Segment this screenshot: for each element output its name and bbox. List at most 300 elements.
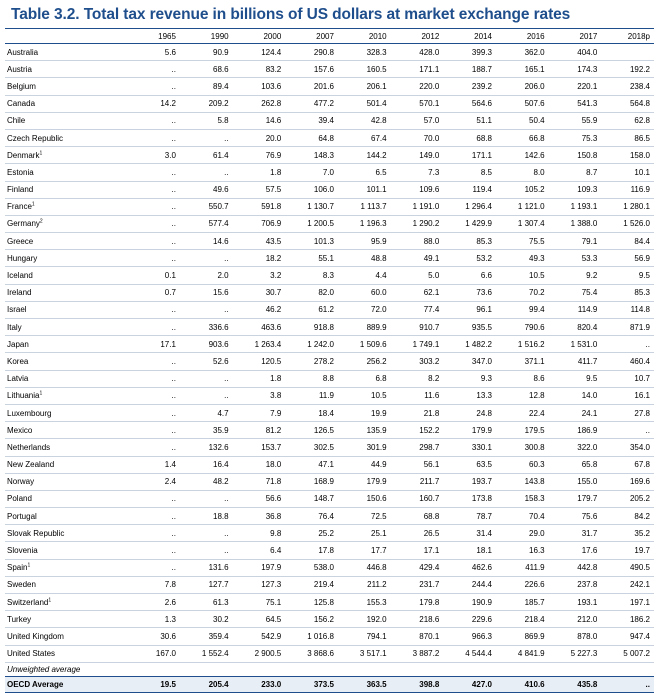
value-cell: 143.8 xyxy=(496,473,549,490)
value-cell: .. xyxy=(127,404,180,421)
table-title: Table 3.2. Total tax revenue in billions of US dollars at market exchange rates xyxy=(11,6,571,23)
value-cell: 219.4 xyxy=(285,576,338,593)
value-cell: 190.9 xyxy=(443,594,496,611)
value-cell: 57.0 xyxy=(391,112,444,129)
country-label: Belgium xyxy=(7,81,36,91)
value-cell: 131.6 xyxy=(180,559,233,576)
value-cell: 66.8 xyxy=(496,129,549,146)
value-cell: 192.0 xyxy=(338,611,391,628)
footnote-marker: 1 xyxy=(39,390,43,397)
value-cell: 9.8 xyxy=(233,525,286,542)
value-cell: 17.1 xyxy=(127,336,180,353)
value-cell: 6.5 xyxy=(338,164,391,181)
country-name xyxy=(5,456,127,473)
table-row xyxy=(5,576,654,593)
value-cell: .. xyxy=(127,301,180,318)
value-cell: 56.1 xyxy=(391,456,444,473)
value-cell: 197.1 xyxy=(601,594,654,611)
value-cell: 150.6 xyxy=(338,490,391,507)
value-cell: 5.0 xyxy=(391,267,444,284)
value-cell: 17.6 xyxy=(549,542,602,559)
value-cell: 1 113.7 xyxy=(338,198,391,215)
value-cell: 8.5 xyxy=(443,164,496,181)
value-cell: .. xyxy=(180,490,233,507)
table-row xyxy=(5,559,654,576)
value-cell: 239.2 xyxy=(443,78,496,95)
value-cell: 55.9 xyxy=(549,112,602,129)
value-cell: 179.9 xyxy=(338,473,391,490)
value-cell: 218.4 xyxy=(496,611,549,628)
value-cell: 903.6 xyxy=(180,336,233,353)
value-cell: 116.9 xyxy=(601,181,654,198)
value-cell: 206.0 xyxy=(496,78,549,95)
value-cell: 114.8 xyxy=(601,301,654,318)
value-cell: 44.9 xyxy=(338,456,391,473)
value-cell: 62.1 xyxy=(391,284,444,301)
value-cell: 31.4 xyxy=(443,525,496,542)
value-cell: 359.4 xyxy=(180,628,233,645)
value-cell: 354.0 xyxy=(601,439,654,456)
column-header-country xyxy=(5,29,127,44)
value-cell: 56.9 xyxy=(601,250,654,267)
value-cell: 20.0 xyxy=(233,129,286,146)
value-cell: 52.6 xyxy=(180,353,233,370)
value-cell: 935.5 xyxy=(443,319,496,336)
value-cell: 109.6 xyxy=(391,181,444,198)
value-cell: 42.8 xyxy=(338,112,391,129)
value-cell: 83.2 xyxy=(233,61,286,78)
value-cell: 1 200.5 xyxy=(285,215,338,232)
value-cell: 186.2 xyxy=(601,611,654,628)
value-cell: 70.2 xyxy=(496,284,549,301)
value-cell: .. xyxy=(180,525,233,542)
value-cell: 48.2 xyxy=(180,473,233,490)
value-cell: 9.2 xyxy=(549,267,602,284)
value-cell: 65.8 xyxy=(549,456,602,473)
value-cell: 6.4 xyxy=(233,542,286,559)
value-cell: 193.1 xyxy=(549,594,602,611)
table-row xyxy=(5,404,654,421)
country-name xyxy=(5,319,127,336)
value-cell: 1 388.0 xyxy=(549,215,602,232)
value-cell: 26.5 xyxy=(391,525,444,542)
value-cell: .. xyxy=(127,78,180,95)
value-cell: 30.2 xyxy=(180,611,233,628)
value-cell: 2 900.5 xyxy=(233,645,286,662)
value-cell: 120.5 xyxy=(233,353,286,370)
value-cell: 75.6 xyxy=(549,508,602,525)
value-cell: 27.8 xyxy=(601,404,654,421)
value-cell: 256.2 xyxy=(338,353,391,370)
value-cell: 5.6 xyxy=(127,44,180,61)
value-cell: 3 887.2 xyxy=(391,645,444,662)
value-cell: 564.8 xyxy=(601,95,654,112)
value-cell: 550.7 xyxy=(180,198,233,215)
table-row xyxy=(5,181,654,198)
country-label: Norway xyxy=(7,477,35,487)
value-cell: 5 007.2 xyxy=(601,645,654,662)
table-row xyxy=(5,628,654,645)
value-cell: 71.8 xyxy=(233,473,286,490)
country-label: Latvia xyxy=(7,374,29,384)
value-cell: 918.8 xyxy=(285,319,338,336)
country-name xyxy=(5,301,127,318)
value-cell: 82.0 xyxy=(285,284,338,301)
value-cell: 16.3 xyxy=(496,542,549,559)
value-cell: 179.5 xyxy=(496,422,549,439)
table-row xyxy=(5,525,654,542)
value-cell: 9.5 xyxy=(601,267,654,284)
value-cell: 101.3 xyxy=(285,233,338,250)
value-cell: 25.2 xyxy=(285,525,338,542)
value-cell: 4 544.4 xyxy=(443,645,496,662)
value-cell: 1 280.1 xyxy=(601,198,654,215)
value-cell: 18.2 xyxy=(233,250,286,267)
value-cell: 1.3 xyxy=(127,611,180,628)
value-cell: 18.0 xyxy=(233,456,286,473)
value-cell: 3.2 xyxy=(233,267,286,284)
value-cell: 160.7 xyxy=(391,490,444,507)
value-cell: 205.2 xyxy=(601,490,654,507)
value-cell: 132.6 xyxy=(180,439,233,456)
value-cell: 29.0 xyxy=(496,525,549,542)
country-name xyxy=(5,542,127,559)
value-cell: .. xyxy=(127,129,180,146)
value-cell: 229.6 xyxy=(443,611,496,628)
value-cell: 96.1 xyxy=(443,301,496,318)
value-cell: 1 130.7 xyxy=(285,198,338,215)
value-cell: 442.8 xyxy=(549,559,602,576)
country-name xyxy=(5,78,127,95)
value-cell: 16.1 xyxy=(601,387,654,404)
value-cell: 48.8 xyxy=(338,250,391,267)
value-cell: 75.5 xyxy=(496,233,549,250)
value-cell: 300.8 xyxy=(496,439,549,456)
value-cell: 57.5 xyxy=(233,181,286,198)
country-label: Turkey xyxy=(7,614,32,624)
column-header-2000: 2000 xyxy=(233,29,286,44)
value-cell: 50.4 xyxy=(496,112,549,129)
value-cell: 8.3 xyxy=(285,267,338,284)
value-cell: 1 016.8 xyxy=(285,628,338,645)
value-cell: 1.8 xyxy=(233,164,286,181)
value-cell: 10.5 xyxy=(496,267,549,284)
value-cell: 101.1 xyxy=(338,181,391,198)
value-cell: 1 290.2 xyxy=(391,215,444,232)
value-cell: 76.4 xyxy=(285,508,338,525)
table-row xyxy=(5,336,654,353)
value-cell: 8.8 xyxy=(285,370,338,387)
value-cell: 570.1 xyxy=(391,95,444,112)
table-row xyxy=(5,594,654,611)
column-header-1965: 1965 xyxy=(127,29,180,44)
value-cell: 68.8 xyxy=(443,129,496,146)
value-cell: 1 526.0 xyxy=(601,215,654,232)
value-cell: 201.6 xyxy=(285,78,338,95)
value-cell: 9.3 xyxy=(443,370,496,387)
country-name xyxy=(5,490,127,507)
value-cell: 301.9 xyxy=(338,439,391,456)
value-cell: 3.0 xyxy=(127,147,180,164)
value-cell: 1 242.0 xyxy=(285,336,338,353)
value-cell: 910.7 xyxy=(391,319,444,336)
value-cell: 5 227.3 xyxy=(549,645,602,662)
value-cell: 3 868.6 xyxy=(285,645,338,662)
value-cell: 869.9 xyxy=(496,628,549,645)
value-cell: 404.0 xyxy=(549,44,602,61)
value-cell: .. xyxy=(180,250,233,267)
oecd-average-cell: 205.4 xyxy=(180,676,233,692)
value-cell: .. xyxy=(180,301,233,318)
value-cell: 51.1 xyxy=(443,112,496,129)
value-cell: 18.1 xyxy=(443,542,496,559)
value-cell: 1.8 xyxy=(233,370,286,387)
value-cell: 463.6 xyxy=(233,319,286,336)
value-cell: 67.4 xyxy=(338,129,391,146)
value-cell: 17.8 xyxy=(285,542,338,559)
value-cell: 218.6 xyxy=(391,611,444,628)
value-cell: .. xyxy=(127,559,180,576)
value-cell: 322.0 xyxy=(549,439,602,456)
value-cell: 173.8 xyxy=(443,490,496,507)
value-cell: 290.8 xyxy=(285,44,338,61)
value-cell: 14.0 xyxy=(549,387,602,404)
value-cell: 238.4 xyxy=(601,78,654,95)
value-cell: 39.4 xyxy=(285,112,338,129)
table-row xyxy=(5,112,654,129)
value-cell: 142.6 xyxy=(496,147,549,164)
value-cell: 109.3 xyxy=(549,181,602,198)
value-cell: .. xyxy=(127,525,180,542)
value-cell: 22.4 xyxy=(496,404,549,421)
value-cell: 53.3 xyxy=(549,250,602,267)
table-row xyxy=(5,611,654,628)
table-row xyxy=(5,78,654,95)
column-header-2010: 2010 xyxy=(338,29,391,44)
table-row xyxy=(5,456,654,473)
value-cell: 60.0 xyxy=(338,284,391,301)
value-cell: 186.9 xyxy=(549,422,602,439)
country-name xyxy=(5,336,127,353)
footnote-marker: 2 xyxy=(39,218,43,225)
country-label: Finland xyxy=(7,185,34,195)
footnote-marker: 1 xyxy=(27,562,31,569)
value-cell: .. xyxy=(127,490,180,507)
value-cell: 4.7 xyxy=(180,404,233,421)
value-cell: 149.0 xyxy=(391,147,444,164)
country-name xyxy=(5,473,127,490)
country-label: Netherlands xyxy=(7,442,51,452)
value-cell: 429.4 xyxy=(391,559,444,576)
value-cell: 105.2 xyxy=(496,181,549,198)
value-cell: 14.2 xyxy=(127,95,180,112)
value-cell: .. xyxy=(127,250,180,267)
oecd-average-cell: 427.0 xyxy=(443,676,496,692)
value-cell: 8.7 xyxy=(549,164,602,181)
value-cell: 31.7 xyxy=(549,525,602,542)
value-cell: 30.7 xyxy=(233,284,286,301)
value-cell: 88.0 xyxy=(391,233,444,250)
value-cell: 371.1 xyxy=(496,353,549,370)
value-cell: 158.0 xyxy=(601,147,654,164)
country-name xyxy=(5,147,127,164)
country-label: Slovenia xyxy=(7,546,38,556)
country-name xyxy=(5,95,127,112)
table-row xyxy=(5,473,654,490)
column-header-2014: 2014 xyxy=(443,29,496,44)
value-cell: 197.9 xyxy=(233,559,286,576)
value-cell: 193.7 xyxy=(443,473,496,490)
value-cell: 89.4 xyxy=(180,78,233,95)
country-label: Japan xyxy=(7,339,29,349)
value-cell: 399.3 xyxy=(443,44,496,61)
oecd-average-cell: 435.8 xyxy=(549,676,602,692)
value-cell: 75.3 xyxy=(549,129,602,146)
value-cell: 126.5 xyxy=(285,422,338,439)
oecd-average-cell: 410.6 xyxy=(496,676,549,692)
country-name xyxy=(5,628,127,645)
table-row xyxy=(5,301,654,318)
value-cell: 0.1 xyxy=(127,267,180,284)
value-cell: 179.9 xyxy=(443,422,496,439)
value-cell: 155.3 xyxy=(338,594,391,611)
country-name xyxy=(5,576,127,593)
value-cell: 49.1 xyxy=(391,250,444,267)
value-cell: 103.6 xyxy=(233,78,286,95)
value-cell: .. xyxy=(127,387,180,404)
value-cell: 144.2 xyxy=(338,147,391,164)
value-cell xyxy=(601,44,654,61)
value-cell: 541.3 xyxy=(549,95,602,112)
country-label: Sweden xyxy=(7,580,36,590)
value-cell: 8.2 xyxy=(391,370,444,387)
value-cell: 95.9 xyxy=(338,233,391,250)
value-cell: 209.2 xyxy=(180,95,233,112)
value-cell: 127.3 xyxy=(233,576,286,593)
value-cell: 4 841.9 xyxy=(496,645,549,662)
value-cell: 148.3 xyxy=(285,147,338,164)
value-cell: .. xyxy=(180,129,233,146)
value-cell: 2.4 xyxy=(127,473,180,490)
table-row xyxy=(5,353,654,370)
value-cell: 347.0 xyxy=(443,353,496,370)
value-cell: 10.1 xyxy=(601,164,654,181)
value-cell: 5.8 xyxy=(180,112,233,129)
value-cell: 542.9 xyxy=(233,628,286,645)
value-cell: .. xyxy=(127,542,180,559)
value-cell: 10.5 xyxy=(338,387,391,404)
column-header-2016: 2016 xyxy=(496,29,549,44)
country-label: Italy xyxy=(7,322,22,332)
value-cell: 871.9 xyxy=(601,319,654,336)
country-label: France xyxy=(7,202,32,212)
value-cell: 25.1 xyxy=(338,525,391,542)
country-name xyxy=(5,353,127,370)
country-name xyxy=(5,164,127,181)
value-cell: 135.9 xyxy=(338,422,391,439)
country-label: Switzerland xyxy=(7,597,49,607)
table-row xyxy=(5,44,654,61)
unweighted-average-label: Unweighted average xyxy=(7,664,81,674)
value-cell: .. xyxy=(180,387,233,404)
value-cell: 72.5 xyxy=(338,508,391,525)
value-cell: 35.9 xyxy=(180,422,233,439)
value-cell: .. xyxy=(127,112,180,129)
value-cell: 411.7 xyxy=(549,353,602,370)
value-cell: 76.9 xyxy=(233,147,286,164)
value-cell: .. xyxy=(127,164,180,181)
value-cell: 1 552.4 xyxy=(180,645,233,662)
country-label: Korea xyxy=(7,356,29,366)
value-cell: 179.7 xyxy=(549,490,602,507)
value-cell: 9.5 xyxy=(549,370,602,387)
value-cell: 538.0 xyxy=(285,559,338,576)
value-cell: 14.6 xyxy=(180,233,233,250)
country-label: Ireland xyxy=(7,288,32,298)
value-cell: 84.4 xyxy=(601,233,654,250)
value-cell: 947.4 xyxy=(601,628,654,645)
value-cell: 68.6 xyxy=(180,61,233,78)
country-name xyxy=(5,594,127,611)
value-cell: 152.2 xyxy=(391,422,444,439)
value-cell: 237.8 xyxy=(549,576,602,593)
table-row xyxy=(5,61,654,78)
value-cell: 4.4 xyxy=(338,267,391,284)
oecd-average-cell: 233.0 xyxy=(233,676,286,692)
country-name xyxy=(5,284,127,301)
country-name xyxy=(5,112,127,129)
value-cell: 11.6 xyxy=(391,387,444,404)
value-cell: 1 482.2 xyxy=(443,336,496,353)
oecd-average-cell: .. xyxy=(601,676,654,692)
country-name xyxy=(5,422,127,439)
value-cell: 15.6 xyxy=(180,284,233,301)
country-name xyxy=(5,439,127,456)
country-label: New Zealand xyxy=(7,460,55,470)
value-cell: 446.8 xyxy=(338,559,391,576)
value-cell: 49.6 xyxy=(180,181,233,198)
value-cell: 160.5 xyxy=(338,61,391,78)
country-label: United States xyxy=(7,649,56,659)
value-cell: 1.4 xyxy=(127,456,180,473)
country-label: Iceland xyxy=(7,271,33,281)
value-cell: 226.6 xyxy=(496,576,549,593)
value-cell: 1 121.0 xyxy=(496,198,549,215)
value-cell: 157.6 xyxy=(285,61,338,78)
value-cell: 150.8 xyxy=(549,147,602,164)
table-header-row xyxy=(5,29,654,44)
value-cell: 211.7 xyxy=(391,473,444,490)
table-row xyxy=(5,422,654,439)
country-label: Estonia xyxy=(7,167,34,177)
value-cell: 3.8 xyxy=(233,387,286,404)
value-cell: 206.1 xyxy=(338,78,391,95)
value-cell: 86.5 xyxy=(601,129,654,146)
value-cell: 460.4 xyxy=(601,353,654,370)
value-cell: 24.1 xyxy=(549,404,602,421)
value-cell: 67.8 xyxy=(601,456,654,473)
value-cell: 362.0 xyxy=(496,44,549,61)
value-cell: 220.1 xyxy=(549,78,602,95)
value-cell: 53.2 xyxy=(443,250,496,267)
value-cell: 127.7 xyxy=(180,576,233,593)
value-cell: 179.8 xyxy=(391,594,444,611)
value-cell: 99.4 xyxy=(496,301,549,318)
value-cell: 7.0 xyxy=(285,164,338,181)
value-cell: 507.6 xyxy=(496,95,549,112)
value-cell: 490.5 xyxy=(601,559,654,576)
table-row xyxy=(5,508,654,525)
